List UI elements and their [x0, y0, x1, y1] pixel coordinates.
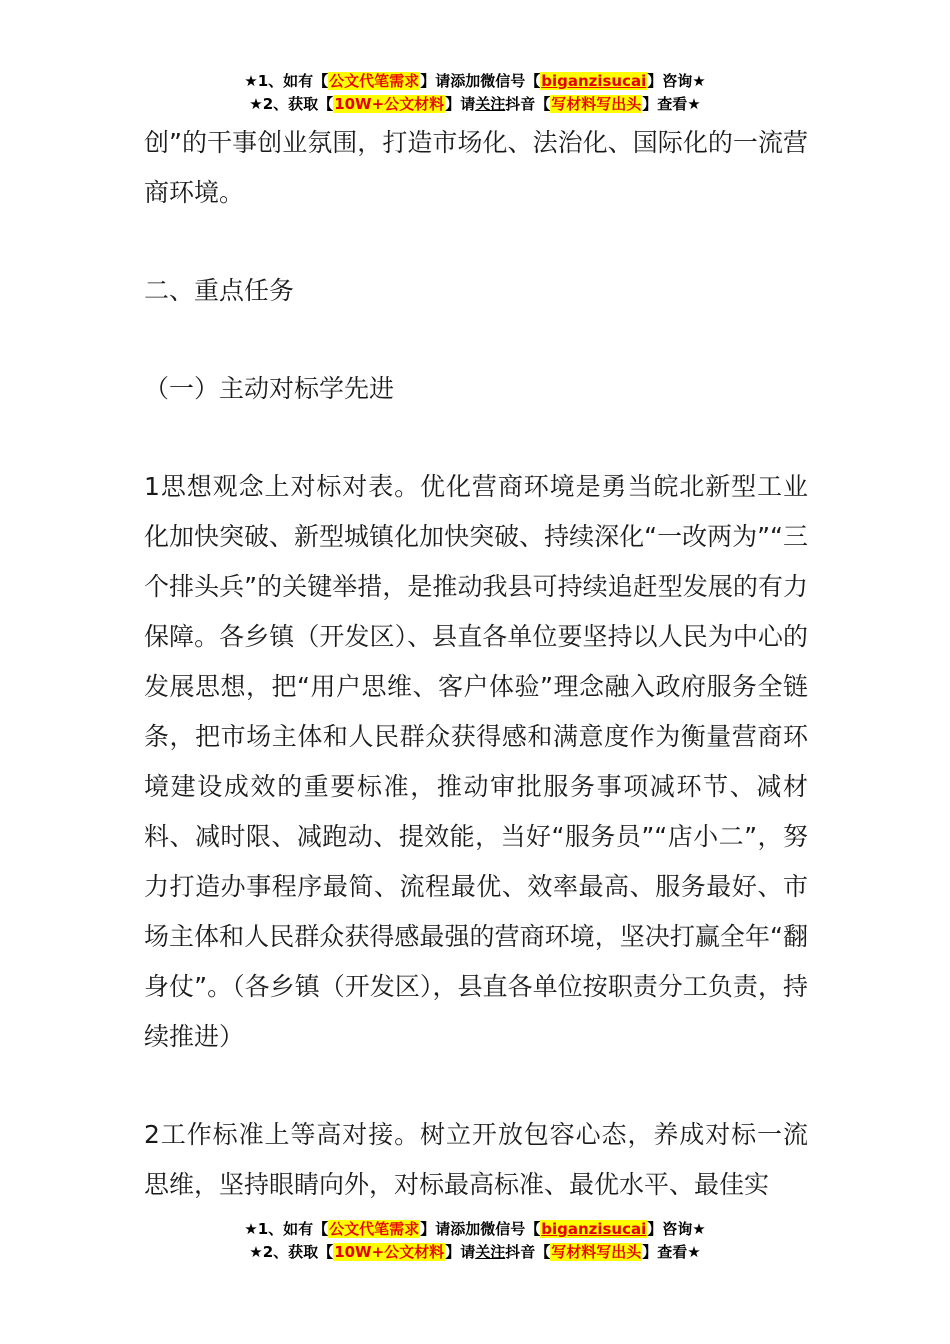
banner-highlight-service: 公文代笔需求	[329, 1220, 420, 1238]
banner-wechat-id[interactable]: biganzisucai	[541, 1220, 647, 1238]
banner-wechat-id[interactable]: biganzisucai	[541, 72, 647, 90]
banner-highlight-materials: 10W+公文材料	[334, 95, 445, 113]
banner-line-1: ★1、如有【公文代笔需求】请添加微信号【biganzisucai】咨询★	[244, 72, 706, 90]
footer-banner	[0, 1218, 950, 1264]
item-2-paragraph: 2工作标准上等高对接。树立开放包容心态，养成对标一流思维，坚持眼睛向外，对标最高标准、最优水平、最佳实	[144, 1120, 808, 1199]
banner-highlight-materials: 10W+公文材料	[334, 1243, 445, 1261]
banner-douyin-account[interactable]: 写材料写出头	[551, 95, 642, 113]
banner-line-2: ★2、获取【10W+公文材料】请关注抖音【写材料写出头】查看★	[249, 95, 701, 113]
intro-paragraph-tail: 创”的干事创业氛围，打造市场化、法治化、国际化的一流营商环境。	[144, 128, 808, 207]
document-body	[144, 118, 808, 1210]
banner-highlight-service: 公文代笔需求	[329, 72, 420, 90]
banner-douyin-account[interactable]: 写材料写出头	[551, 1243, 642, 1261]
item-1-paragraph: 1思想观念上对标对表。优化营商环境是勇当皖北新型工业化加快突破、新型城镇化加快突破、持续深化“一改两为”“三个排头兵”的关键举措，是推动我县可持续追赶型发展的有力保障。各乡镇（开发区）、县直各单位要坚持以人民为中心的发展思想，把“用户思维、客户体验”理念融入政府服务全链条，把市场主体和人民群众获得感和满意度作为衡量营商环境建设成效的重要标准，推动审批服务事项减环节、减材料、减时限、减跑动、提效能，当好“服务员”“店小二”，努力打造办事程序最简、流程最优、效率最高、服务最好、市场主体和人民群众获得感最强的营商环境，坚决打赢全年“翻身仗”。（各乡镇（开发区），县直各单位按职责分工负责，持续推进）	[144, 472, 808, 1051]
header-banner	[0, 70, 950, 116]
section-heading: 二、重点任务	[144, 276, 295, 305]
subsection-heading: （一）主动对标学先进	[144, 374, 395, 403]
banner-line-2: ★2、获取【10W+公文材料】请关注抖音【写材料写出头】查看★	[249, 1243, 701, 1261]
banner-line-1: ★1、如有【公文代笔需求】请添加微信号【biganzisucai】咨询★	[244, 1220, 706, 1238]
